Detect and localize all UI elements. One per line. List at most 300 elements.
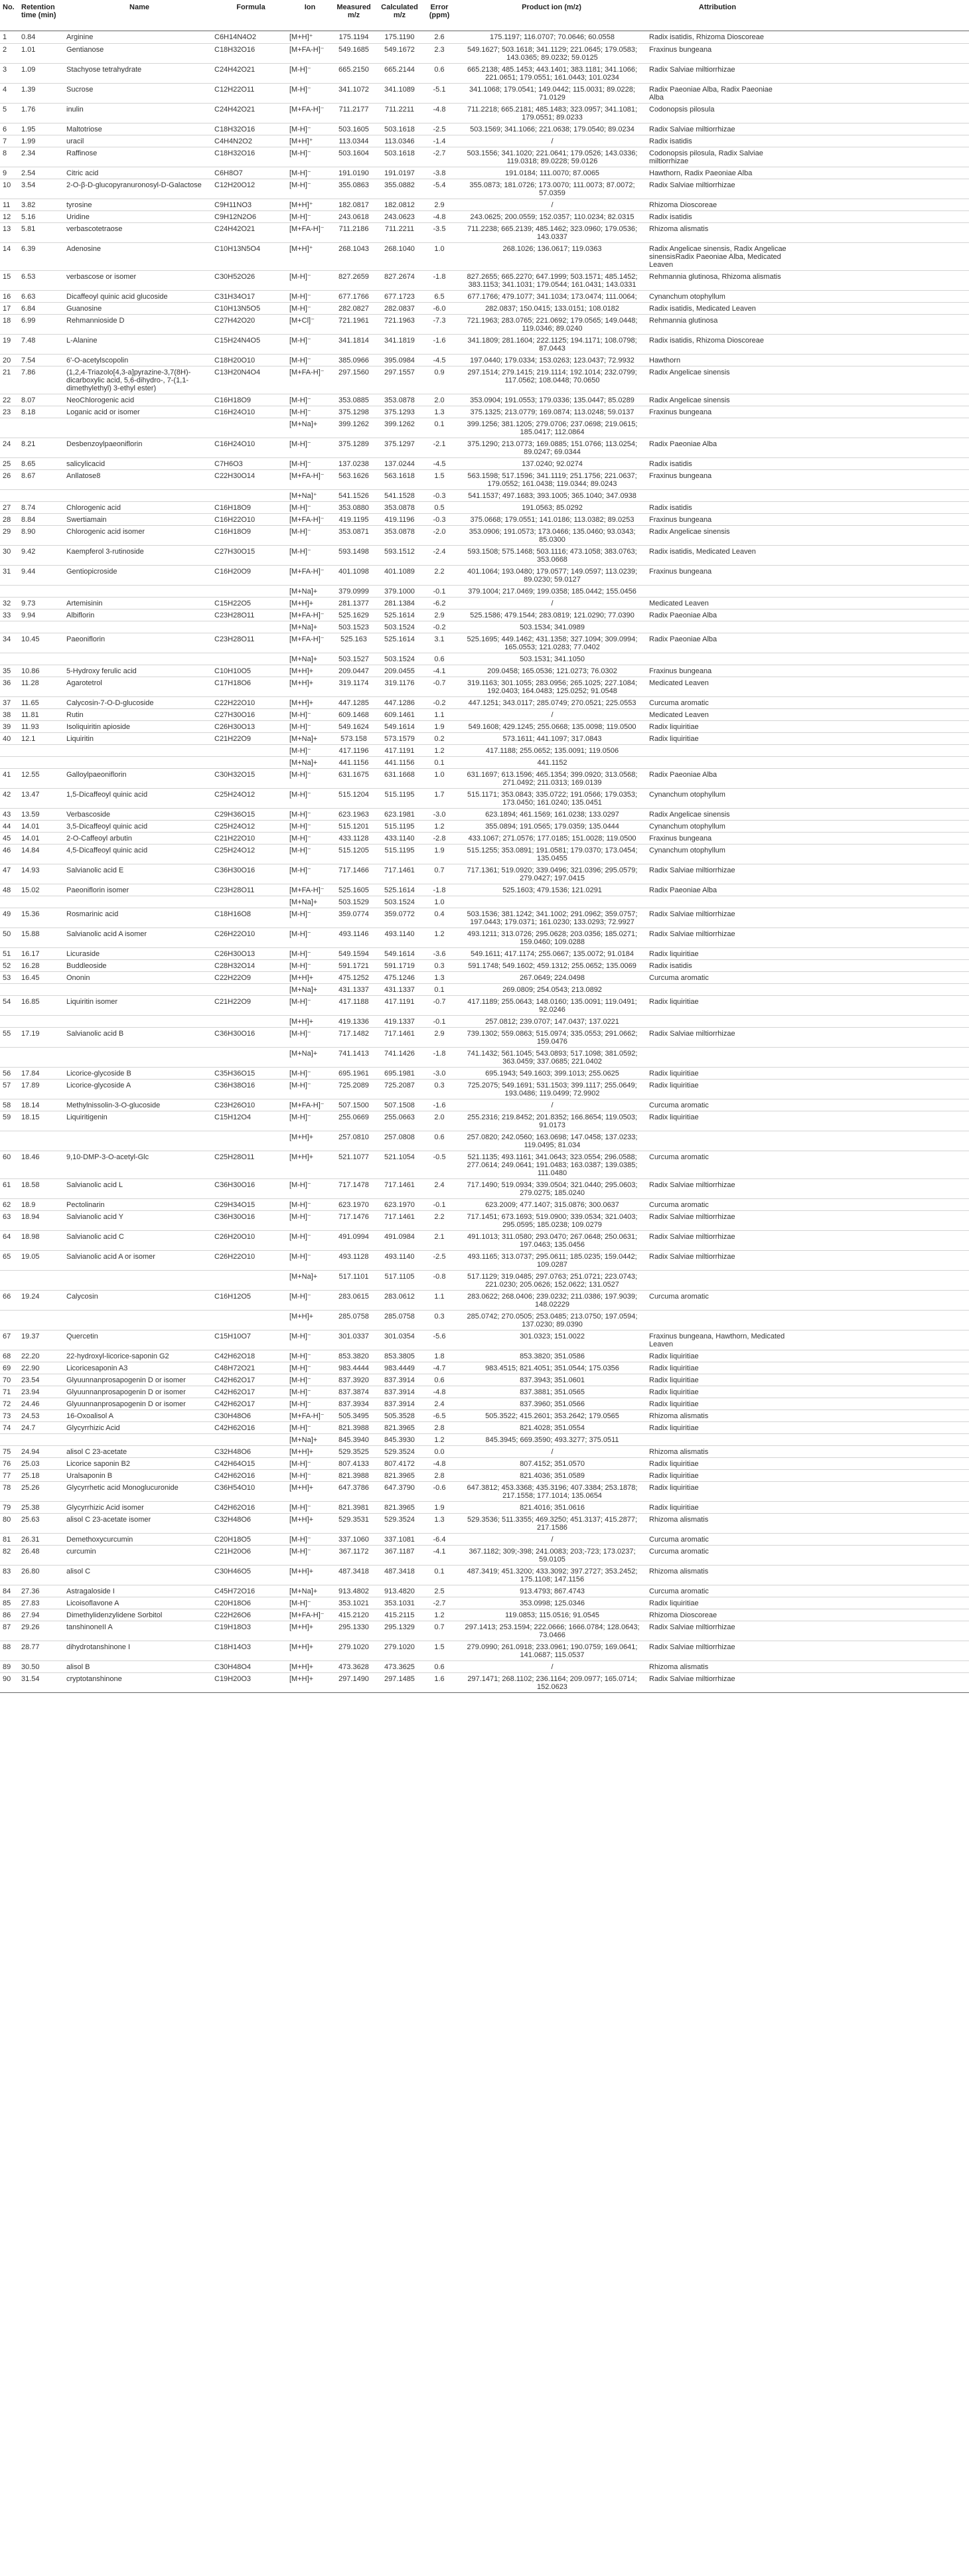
- cell-formula: C9H12N2O6: [214, 213, 256, 221]
- cell-measured: 137.0238: [338, 460, 369, 468]
- cell-calculated: 525.1614: [384, 611, 415, 619]
- cell-calculated: 529.3524: [384, 1516, 415, 1524]
- cell-product-ion: 197.0440; 179.0334; 153.0263; 123.0437; 72.9932: [470, 357, 634, 364]
- table-row: [0, 808, 969, 820]
- cell-ion: [M+FA-H]⁻: [289, 46, 325, 54]
- cell-retention-time: 12.1: [21, 735, 36, 743]
- cell-attribution: Rhizoma alismatis: [649, 225, 709, 233]
- cell-attribution: Radix Paeoniae Alba: [649, 635, 717, 643]
- cell-measured: 355.0863: [338, 181, 369, 189]
- table-row: [0, 820, 969, 832]
- cell-name: Glyuunnanprosapogenin D or isomer: [66, 1400, 186, 1408]
- cell-name: verbascose or isomer: [66, 273, 137, 281]
- cell-no: 45: [3, 835, 11, 843]
- cell-product-ion: 137.0240; 92.0274: [522, 460, 583, 468]
- cell-attribution: Hawthorn, Radix Paeoniae Alba: [649, 169, 753, 177]
- cell-calculated: 505.3528: [384, 1412, 415, 1420]
- cell-retention-time: 11.28: [21, 679, 39, 687]
- cell-attribution: Radix Salviae miltiorrhizae: [649, 1213, 735, 1221]
- cell-attribution: Curcuma aromatic: [649, 1548, 709, 1556]
- cell-no: 59: [3, 1113, 11, 1121]
- cell-error: -2.0: [433, 528, 446, 536]
- cell-no: 37: [3, 699, 11, 707]
- table-row: [0, 1210, 969, 1230]
- cell-formula: C24H42O21: [214, 225, 256, 233]
- table-row: [0, 1178, 969, 1198]
- cell-retention-time: 31.54: [21, 1675, 40, 1683]
- cell-error: 2.9: [434, 1030, 445, 1038]
- table-row: [0, 1469, 969, 1481]
- cell-calculated: 137.0244: [384, 460, 415, 468]
- cell-retention-time: 7.54: [21, 357, 36, 364]
- cell-name: alisol C 23-acetate isomer: [66, 1516, 151, 1524]
- cell-product-ion: 549.1608; 429.1245; 255.0668; 135.0098; 119.0500: [468, 723, 636, 731]
- cell-product-ion: 623.1894; 461.1569; 161.0238; 133.0297: [485, 811, 619, 819]
- cell-measured: 243.0618: [338, 213, 369, 221]
- cell-no: 51: [3, 950, 11, 958]
- cell-no: 49: [3, 910, 11, 918]
- cell-ion: [M-H]⁻: [289, 1213, 311, 1221]
- cell-name: tyrosine: [66, 201, 92, 209]
- cell-ion: [M-H]⁻: [289, 460, 311, 468]
- cell-ion: [M-H]⁻: [289, 950, 311, 958]
- cell-product-ion: 845.3945; 669.3590; 493.3277; 375.0511: [485, 1436, 619, 1444]
- cell-error: 1.9: [434, 846, 445, 854]
- cell-formula: C42H62O16: [214, 1504, 256, 1512]
- cell-error: 2.3: [434, 46, 445, 54]
- cell-attribution: Radix liquiritiae: [649, 735, 699, 743]
- cell-measured: 297.1560: [338, 368, 369, 376]
- cell-product-ion: 647.3812; 453.3368; 435.3196; 407.3384; 253.1878; 217.1558; 177.1014; 135.0654: [467, 1484, 638, 1500]
- table-row: [0, 995, 969, 1015]
- cell-no: 86: [3, 1611, 11, 1619]
- cell-attribution: Codonopsis pilosula: [649, 106, 715, 114]
- cell-attribution: Radix Salviae miltiorrhizae: [649, 930, 735, 938]
- cell-measured: 503.1529: [338, 898, 369, 906]
- header-name: Name: [129, 3, 149, 11]
- cell-retention-time: 1.95: [21, 125, 36, 133]
- cell-measured: 491.0994: [338, 1233, 369, 1241]
- cell-calculated: 717.1461: [384, 1213, 415, 1221]
- cell-attribution: Rhizoma alismatis: [649, 1516, 709, 1524]
- header-calculated: Calculated m/z: [381, 3, 418, 19]
- table-bottom-rule: [0, 1692, 969, 1693]
- cell-formula: C16H24O10: [214, 408, 256, 416]
- cell-measured: 367.1172: [338, 1548, 369, 1556]
- cell-attribution: Medicated Leaven: [649, 679, 709, 687]
- cell-no: 7: [3, 137, 7, 145]
- table-row: [0, 354, 969, 366]
- table-row: [0, 927, 969, 947]
- cell-measured: 521.1077: [338, 1153, 369, 1161]
- cell-measured: 209.0447: [338, 667, 369, 675]
- cell-measured: 623.1963: [338, 811, 369, 819]
- cell-calculated: 355.0882: [384, 181, 415, 189]
- cell-error: 1.3: [434, 408, 445, 416]
- cell-product-ion: 269.0809; 254.0543; 213.0892: [502, 986, 602, 994]
- cell-product-ion: 209.0458; 165.0536; 121.0273; 76.0302: [487, 667, 617, 675]
- cell-attribution: Cynanchum otophyllum: [649, 846, 725, 854]
- cell-product-ion: 297.1471; 268.1102; 236.1164; 209.0977; 165.0714; 152.0623: [467, 1675, 637, 1691]
- cell-retention-time: 9.94: [21, 611, 36, 619]
- cell-calculated: 431.1337: [384, 986, 415, 994]
- cell-calculated: 447.1286: [384, 699, 415, 707]
- cell-retention-time: 19.24: [21, 1293, 40, 1301]
- cell-name: Galloylpaeoniflorin: [66, 771, 127, 779]
- cell-name: 16-Oxoalisol A: [66, 1412, 113, 1420]
- cell-attribution: Radix Salviae miltiorrhizae: [649, 910, 735, 918]
- cell-measured: 379.0999: [338, 588, 369, 596]
- cell-calculated: 983.4449: [384, 1364, 415, 1372]
- cell-retention-time: 6.53: [21, 273, 36, 281]
- cell-error: -0.1: [433, 1201, 446, 1209]
- cell-product-ion: 297.1514; 279.1415; 219.1114; 192.1014; 232.0799; 117.0562; 108.0448; 70.0650: [467, 368, 637, 384]
- cell-error: 2.2: [434, 568, 445, 576]
- cell-formula: C15H22O5: [214, 600, 252, 607]
- cell-retention-time: 18.58: [21, 1181, 40, 1189]
- cell-no: 54: [3, 998, 11, 1006]
- cell-product-ion: 563.1598; 517.1596; 341.1119; 251.1756; 221.0637; 179.0552; 161.0438; 119.0344; 89.0243: [467, 472, 637, 488]
- table-row: [0, 1310, 969, 1330]
- cell-calculated: 493.1140: [384, 1253, 415, 1261]
- cell-calculated: 337.1081: [384, 1536, 415, 1544]
- cell-ion: [M+FA-H]⁻: [289, 472, 325, 480]
- cell-formula: C48H72O21: [214, 1364, 256, 1372]
- cell-product-ion: 695.1943; 549.1603; 399.1013; 255.0625: [485, 1070, 619, 1078]
- table-row: [0, 1386, 969, 1398]
- table-row: [0, 438, 969, 457]
- cell-retention-time: 18.14: [21, 1101, 40, 1109]
- cell-name: Liquiritin: [66, 735, 94, 743]
- cell-formula: C18H32O16: [214, 46, 256, 54]
- cell-error: 1.6: [434, 1675, 445, 1683]
- cell-name: Gentianose: [66, 46, 104, 54]
- cell-name: Desbenzoylpaeoniflorin: [66, 440, 143, 448]
- cell-ion: [M-H]⁻: [289, 1181, 311, 1189]
- table-row: [0, 469, 969, 489]
- cell-formula: C10H13N5O4: [214, 245, 261, 253]
- cell-error: 1.2: [434, 823, 445, 831]
- cell-product-ion: 837.3943; 351.0601: [520, 1376, 585, 1384]
- cell-formula: C24H42O21: [214, 66, 256, 74]
- cell-attribution: Radix isatidis: [649, 460, 692, 468]
- cell-error: -0.3: [433, 492, 446, 500]
- cell-error: 0.6: [434, 655, 445, 663]
- cell-measured: 175.1194: [338, 33, 369, 41]
- cell-error: -1.6: [433, 337, 446, 345]
- cell-retention-time: 23.54: [21, 1376, 40, 1384]
- cell-product-ion: 341.1068; 179.0541; 149.0442; 115.0031; 89.0228; 71.0129: [469, 86, 635, 102]
- cell-name: Chlorogenic acid isomer: [66, 528, 145, 536]
- cell-name: Adenosine: [66, 245, 101, 253]
- cell-name: uracil: [66, 137, 84, 145]
- cell-name: cryptotanshinone: [66, 1675, 122, 1683]
- cell-attribution: Fraxinus bungeana: [649, 408, 712, 416]
- cell-calculated: 515.1195: [384, 791, 415, 799]
- cell-formula: C18H14O3: [214, 1643, 252, 1651]
- cell-attribution: Radix isatidis: [649, 213, 692, 221]
- cell-error: 2.1: [434, 1233, 445, 1241]
- cell-ion: [M-H]⁻: [289, 1536, 311, 1544]
- cell-retention-time: 8.67: [21, 472, 36, 480]
- cell-measured: 549.1685: [338, 46, 369, 54]
- cell-calculated: 283.0612: [384, 1293, 415, 1301]
- cell-error: -1.6: [433, 1101, 446, 1109]
- table-row: [0, 677, 969, 696]
- cell-calculated: 529.3524: [384, 1448, 415, 1456]
- table-row: [0, 1362, 969, 1374]
- cell-calculated: 417.1191: [384, 998, 415, 1006]
- cell-no: 25: [3, 460, 11, 468]
- cell-calculated: 295.1329: [384, 1623, 415, 1631]
- cell-attribution: Radix liquiritiae: [649, 1352, 699, 1360]
- cell-calculated: 631.1668: [384, 771, 415, 779]
- cell-ion: [M-H]⁻: [289, 1460, 311, 1468]
- cell-no: 71: [3, 1388, 11, 1396]
- cell-retention-time: 15.36: [21, 910, 40, 918]
- cell-calculated: 419.1196: [384, 516, 415, 524]
- cell-product-ion: 355.0894; 191.0565; 179.0359; 135.0444: [485, 823, 619, 831]
- cell-calculated: 353.1031: [384, 1599, 415, 1607]
- cell-measured: 529.3531: [338, 1516, 369, 1524]
- cell-product-ion: 525.1603; 479.1536; 121.0291: [502, 886, 602, 894]
- cell-name: 9,10-DMP-3-O-acetyl-Glc: [66, 1153, 149, 1161]
- table-row: [0, 103, 969, 123]
- cell-ion: [M-H]⁻: [289, 169, 311, 177]
- cell-attribution: Radix liquiritiae: [649, 1388, 699, 1396]
- cell-retention-time: 9.44: [21, 568, 36, 576]
- cell-attribution: Rhizoma Dioscoreae: [649, 1611, 717, 1619]
- table-row: [0, 1621, 969, 1641]
- cell-ion: [M-H]⁻: [289, 1352, 311, 1360]
- cell-ion: [M-H]⁻: [289, 866, 311, 874]
- cell-retention-time: 17.84: [21, 1070, 40, 1078]
- cell-ion: [M-H]⁻: [289, 125, 311, 133]
- cell-name: Albiflorin: [66, 611, 95, 619]
- cell-formula: C16H18O9: [214, 528, 252, 536]
- cell-name: 22-hydroxyl-licorice-saponin G2: [66, 1352, 169, 1360]
- cell-error: 0.1: [434, 986, 445, 994]
- cell-product-ion: 725.2075; 549.1691; 531.1503; 399.1117; 255.0649; 193.0486; 119.0499; 72.9902: [467, 1082, 637, 1097]
- table-row: [0, 135, 969, 147]
- cell-product-ion: 319.1163; 301.1055; 283.0956; 265.1025; 227.1084; 192.0403; 164.0483; 125.0252; 91.0548: [467, 679, 638, 695]
- cell-error: 1.3: [434, 974, 445, 982]
- cell-no: 50: [3, 930, 11, 938]
- cell-calculated: 301.0354: [384, 1332, 415, 1340]
- cell-calculated: 591.1719: [384, 962, 415, 970]
- cell-name: Glycyrrhizic Acid: [66, 1424, 120, 1432]
- cell-measured: 853.3820: [338, 1352, 369, 1360]
- table-row: [0, 720, 969, 732]
- cell-retention-time: 5.16: [21, 213, 36, 221]
- cell-measured: 257.0810: [338, 1133, 369, 1141]
- cell-retention-time: 8.74: [21, 504, 36, 512]
- cell-attribution: Radix Salviae miltiorrhizae: [649, 866, 735, 874]
- table-row: [0, 43, 969, 63]
- cell-measured: 417.1196: [338, 747, 369, 755]
- cell-no: 14: [3, 245, 11, 253]
- table-row: [0, 633, 969, 653]
- table-row: [0, 501, 969, 513]
- cell-calculated: 255.0663: [384, 1113, 415, 1121]
- cell-product-ion: 353.0998; 125.0346: [520, 1599, 585, 1607]
- cell-ion: [M+H]+: [289, 679, 314, 687]
- cell-error: -3.0: [433, 1070, 446, 1078]
- cell-retention-time: 27.94: [21, 1611, 40, 1619]
- cell-retention-time: 16.45: [21, 974, 40, 982]
- cell-calculated: 279.1020: [384, 1643, 415, 1651]
- cell-formula: C25H28O11: [214, 1153, 255, 1161]
- table-row: [0, 1501, 969, 1513]
- cell-error: -2.8: [433, 835, 446, 843]
- cell-no: 41: [3, 771, 11, 779]
- cell-error: -5.1: [433, 86, 446, 94]
- cell-retention-time: 28.77: [21, 1643, 40, 1651]
- cell-formula: C42H62O16: [214, 1424, 256, 1432]
- cell-product-ion: 739.1302; 559.0863; 515.0974; 335.0553; 291.0662; 159.0476: [467, 1030, 638, 1046]
- cell-measured: 741.1413: [338, 1050, 369, 1058]
- cell-formula: C30H52O26: [214, 273, 256, 281]
- cell-error: -2.7: [433, 1599, 446, 1607]
- cell-product-ion: 375.1290; 213.0773; 169.0885; 151.0766; 113.0254; 89.0247; 69.0344: [467, 440, 638, 456]
- cell-no: 5: [3, 106, 7, 114]
- cell-measured: 525.1605: [338, 886, 369, 894]
- cell-error: 2.0: [434, 396, 445, 404]
- cell-calculated: 191.0197: [384, 169, 415, 177]
- cell-measured: 301.0337: [338, 1332, 369, 1340]
- cell-name: 5-Hydroxy ferulic acid: [66, 667, 137, 675]
- table-row: [0, 756, 969, 768]
- cell-calculated: 503.1524: [384, 655, 415, 663]
- table-row: [0, 242, 969, 270]
- cell-ion: [M-H]⁻: [289, 528, 311, 536]
- cell-no: 58: [3, 1101, 11, 1109]
- cell-name: Licoricesaponin A3: [66, 1364, 128, 1372]
- cell-measured: 549.1594: [338, 950, 369, 958]
- cell-ion: [M-H]⁻: [289, 396, 311, 404]
- cell-product-ion: 717.1361; 519.0920; 339.0496; 321.0396; 295.0579; 279.0427; 197.0415: [467, 866, 638, 882]
- cell-product-ion: 257.0812; 239.0707; 147.0437; 137.0221: [485, 1018, 619, 1026]
- cell-retention-time: 25.03: [21, 1460, 40, 1468]
- cell-name: Swertiamain: [66, 516, 107, 524]
- cell-error: -3.5: [433, 225, 446, 233]
- cell-measured: 319.1174: [338, 679, 369, 687]
- cell-attribution: Cynanchum otophyllum: [649, 791, 725, 799]
- cell-product-ion: 593.1508; 575.1468; 503.1116; 473.1058; 383.0763; 353.0668: [467, 548, 637, 564]
- cell-attribution: Rehmannia glutinosa: [649, 317, 718, 325]
- cell-attribution: Radix liquiritiae: [649, 1460, 699, 1468]
- cell-product-ion: 591.1748; 549.1602; 459.1312; 255.0652; 135.0069: [468, 962, 636, 970]
- cell-ion: [M-H]⁻: [289, 66, 311, 74]
- cell-formula: C42H62O17: [214, 1376, 256, 1384]
- cell-name: Maltotriose: [66, 125, 102, 133]
- cell-calculated: 837.3914: [384, 1376, 415, 1384]
- cell-formula: C27H30O15: [214, 548, 256, 556]
- cell-attribution: Cynanchum otophyllum: [649, 823, 725, 831]
- table-row: [0, 896, 969, 908]
- cell-measured: 515.1201: [338, 823, 369, 831]
- cell-no: 62: [3, 1201, 11, 1209]
- cell-ion: [M-H]⁻: [289, 1364, 311, 1372]
- cell-product-ion: /: [551, 1536, 554, 1544]
- cell-retention-time: 13.59: [21, 811, 40, 819]
- header-ion: Ion: [304, 3, 316, 11]
- cell-retention-time: 30.50: [21, 1663, 40, 1671]
- cell-calculated: 433.1140: [384, 835, 415, 843]
- cell-name: tanshinoneII A: [66, 1623, 113, 1631]
- cell-retention-time: 22.90: [21, 1364, 40, 1372]
- cell-name: alisol C: [66, 1568, 91, 1575]
- cell-no: 78: [3, 1484, 11, 1492]
- cell-ion: [M+Na]⁺: [289, 492, 317, 500]
- cell-measured: 525.163: [340, 635, 367, 643]
- cell-product-ion: 717.1451; 673.1693; 519.0900; 339.0534; 321.0403; 295.0595; 185.0238; 109.0279: [467, 1213, 638, 1229]
- cell-no: 72: [3, 1400, 11, 1408]
- cell-formula: C30H48O4: [214, 1663, 252, 1671]
- cell-ion: [M+Na]+: [289, 623, 318, 631]
- cell-product-ion: 341.1809; 281.1604; 222.1125; 194.1171; 108.0798; 87.0443: [467, 337, 637, 353]
- table-row: [0, 585, 969, 597]
- cell-measured: 821.3988: [338, 1424, 369, 1432]
- cell-error: 0.2: [434, 735, 445, 743]
- table-row: [0, 1597, 969, 1609]
- cell-ion: [M+FA-H]⁻: [289, 568, 325, 576]
- cell-name: Stachyose tetrahydrate: [66, 66, 142, 74]
- cell-ion: [M+FA-H]⁻: [289, 886, 325, 894]
- cell-error: 1.2: [434, 1436, 445, 1444]
- cell-ion: [M+FA-H]⁻: [289, 1611, 325, 1619]
- table-row: [0, 1421, 969, 1433]
- cell-no: 64: [3, 1233, 11, 1241]
- cell-formula: C36H30O16: [214, 1181, 256, 1189]
- cell-product-ion: 549.1627; 503.1618; 341.1129; 221.0645; 179.0583; 143.0365; 89.0232; 59.0125: [467, 46, 638, 62]
- cell-ion: [M+H]+: [289, 974, 314, 982]
- cell-attribution: Radix liquiritiae: [649, 1424, 699, 1432]
- cell-ion: [M-H]⁻: [289, 504, 311, 512]
- cell-no: 69: [3, 1364, 11, 1372]
- cell-retention-time: 9.73: [21, 600, 36, 607]
- table-row: [0, 1533, 969, 1545]
- table-row: [0, 908, 969, 927]
- cell-attribution: Radix liquiritiae: [649, 723, 699, 731]
- cell-measured: 913.4802: [338, 1587, 369, 1595]
- cell-formula: C36H30O16: [214, 1030, 256, 1038]
- cell-attribution: Curcuma aromatic: [649, 1201, 709, 1209]
- cell-error: -4.8: [433, 106, 446, 114]
- cell-attribution: Rhizoma alismatis: [649, 1412, 709, 1420]
- cell-error: -1.8: [433, 886, 446, 894]
- cell-name: Glyuunnanprosapogenin D or isomer: [66, 1388, 186, 1396]
- table-row: [0, 621, 969, 633]
- cell-attribution: Radix liquiritiae: [649, 1364, 699, 1372]
- cell-product-ion: 503.1531; 341.1050: [520, 655, 585, 663]
- cell-attribution: Radix Paeoniae Alba: [649, 886, 717, 894]
- cell-name: Salvianolic acid A isomer: [66, 930, 147, 938]
- cell-name: Artemisinin: [66, 600, 103, 607]
- cell-no: 57: [3, 1082, 11, 1089]
- cell-no: 80: [3, 1516, 11, 1524]
- cell-ion: [M-H]⁻: [289, 293, 311, 301]
- cell-no: 65: [3, 1253, 11, 1261]
- cell-formula: C16H18O9: [214, 396, 252, 404]
- cell-attribution: Radix isatidis: [649, 137, 692, 145]
- table-row: [0, 222, 969, 242]
- cell-calculated: 573.1579: [384, 735, 415, 743]
- cell-attribution: Fraxinus bungeana: [649, 568, 712, 576]
- cell-product-ion: 807.4152; 351.0570: [520, 1460, 585, 1468]
- cell-calculated: 695.1981: [384, 1070, 415, 1078]
- cell-retention-time: 8.18: [21, 408, 36, 416]
